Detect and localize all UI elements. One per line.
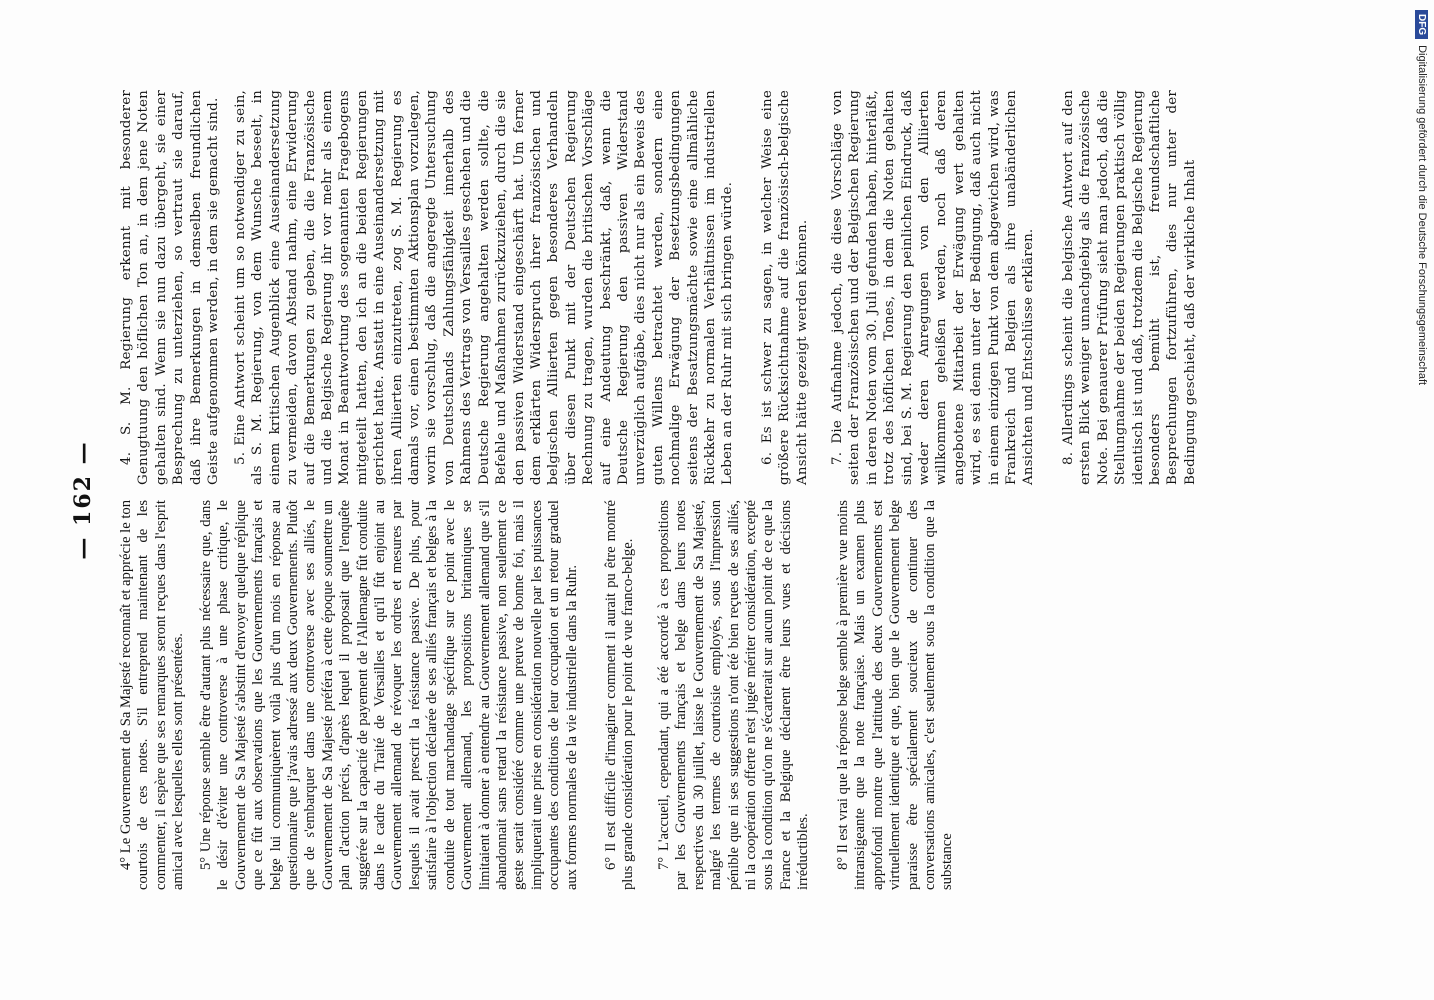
credit-text: Digitalisierung gefördert durch die Deutsche Forschungsgemeinschaft [1416, 45, 1428, 386]
german-paragraph-8: 8. Allerdings scheint die belgische Antwort auf den ersten Blick weniger unnachgiebig als die französische Note. Bei genauerer Prüfung sieht man jedoch, daß die Stellungnahme der beiden Regierungen praktisch völlig identisch ist und daß, trotzdem die Belgische Regierung besonders bemüht ist, freundschaftliche Besprechungen fortzuführen, dies nur unter der Bedingung geschieht, daß der wirkliche Inhalt [1061, 90, 1198, 485]
german-paragraph-5: 5. Eine Antwort scheint um so notwendiger zu sein, als S. M. Regierung, von dem Wunsche beseelt, in einem kritischen Augenblick eine Auseinandersetzung zu vermeiden, davon Abstand nahm, eine Erwiderung auf die Bemerkungen zu geben, die die Französische und die Belgische Regierung ihr vor mehr als einem Monat in Beantwortung des sogenannten Fragebogens mitgeteilt hatten, den ich an die beiden Regierungen gerichtet hatte. Anstatt in eine Auseinandersetzung mit ihren Alliierten einzutreten, zog S. M. Regierung es damals vor, einen bestimmten Aktionsplan vorzulegen, worin sie vorschlug, daß die angeregte Untersuchung von Deutschlands Zahlungsfähigkeit innerhalb des Rahmens des Vertrags von Versailles geschehen und die Deutsche Regierung angehalten werden sollte, die Befehle und Maßnahmen zurückzuziehen, durch die sie den passiven Widerstand eingeschärft hat. Um ferner dem erklärten Widerspruch ihrer französischen und belgischen Alliierten gegen besonderes Verhandeln über diesen Punkt mit der Deutschen Regierung Rechnung zu tragen, wurden die britischen Vorschläge auf eine Andeutung beschränkt, daß, wenn die Deutsche Regierung den passiven Widerstand unverzüglich aufgäbe, dies nicht nur als ein Beweis des guten Willens betrachtet werden, sondern eine nochmalige Erwägung der Besetzungsbedingungen seitens der Besatzungsmächte sowie eine allmähliche Rückkehr zu normalen Verhältnissen im industriellen Leben an der Ruhr mit sich bringen würde. [233, 90, 736, 485]
german-paragraph-4: 4. S. M. Regierung erkennt mit besonderer Genugtuung den höflichen Ton an, in dem jene Noten gehalten sind. Wenn sie nun dazu übergeht, sie einer Besprechung zu unterziehen, so vertraut sie darauf, daß ihre Bemerkungen in demselben freundlichen Geiste aufgenommen werden, in dem sie gemacht sind. [119, 90, 222, 485]
dfg-logo: DFG [1415, 10, 1428, 39]
french-paragraph-4: 4° Le Gouvernement de Sa Majesté reconnaît et apprécie le ton courtois de ces notes. S'il entreprend maintenant de les commenter, il espère que ses remarques seront reçues dans l'esprit amical avec lesquelles elles sont présentées. [118, 500, 187, 890]
page-number: — 162 — [70, 440, 96, 560]
digitization-credit [1410, 10, 1430, 990]
french-paragraph-8: 8° Il est vrai que la réponse belge semble à première vue moins intransigeante que la note française. Mais un examen plus approfondi montre que l'attitude des deux Gouvernements est virtuellement identique et que, bien que le Gouvernement belge paraisse être spécialement soucieux de continuer des conversations amicales, c'est seulement sous la condition que la substance [835, 500, 956, 890]
french-paragraph-5: 5° Une réponse semble être d'autant plus nécessaire que, dans le désir d'éviter une controverse à une phase critique, le Gouvernement de Sa Majesté s'abstint d'envoyer quelque réplique que ce fût aux observations que les Gouvernements français et belge lui communiquèrent voilà plus d'un mois en réponse au questionnaire que j'avais adressé aux deux Gouvernements. Plutôt que de s'embarquer dans une controverse avec ses alliés, le Gouvernement de Sa Majesté préféra à cette époque soumettre un plan d'action précis, d'après lequel il proposait que l'enquête suggérée sur la capacité de payement de l'Allemagne fût conduite dans le cadre du Traité de Versailles et qu'il fût enjoint au Gouvernement allemand de révoquer les ordres et mesures par lesquels il avait prescrit la résistance passive. De plus, pour satisfaire à l'objection déclarée de ses alliés français et belges à la conduite de tout marchandage spécifique sur ce point avec le Gouvernement allemand, les propositions britanniques se limitaient à donner à entendre au Gouvernement allemand que s'il abandonnait sans retard la résistance passive, non seulement ce geste serait considéré comme une preuve de bonne foi, mais il impliquerait une prise en considération nouvelle par les puissances occupantes des conditions de leur occupation et un retour graduel aux formes normales de la vie industrielle dans la Ruhr. [198, 500, 580, 890]
german-paragraph-6: 6. Es ist schwer zu sagen, in welcher Weise eine größere Rücksichtnahme auf die französisch-belgische Ansicht hätte gezeigt werden können. [760, 90, 810, 485]
german-paragraph-7: 7. Die Aufnahme jedoch, die diese Vorschläge von seiten der Französischen und der Belgischen Regierung in deren Noten vom 30. Juli gefunden haben, hinterläßt, trotz des höflichen Tones, in dem die Noten gehalten sind, bei S. M. Regierung den peinlichen Eindruck, daß weder deren Anregungen von den Alliierten willkommen geheißen werden, noch daß deren angebotene Mitarbeit der Erwägung wert gehalten wird, es sei denn unter der Bedingung, daß auch nicht in einem einzigen Punkt von dem abgewichen wird, was Frankreich und Belgien als ihre unabänderlichen Ansichten und Entschlüsse erklären. [830, 90, 1037, 485]
french-paragraph-6: 6° Il est difficile d'imaginer comment il aurait pu être montré plus grande considération pour le point de vue franco-belge. [603, 500, 637, 890]
french-paragraph-7: 7° L'accueil, cependant, qui a été accordé à ces propositions par les Gouvernements français et belge dans leurs notes respectives du 30 juillet, laisse le Gouvernement de Sa Majesté, malgré les termes de courtoisie employés, sous l'impression pénible que ni ses suggestions n'ont été bien reçues de ses alliés, ni la coopération offerte n'est jugée mériter considération, excepté sous la condition qu'on ne s'écarterait sur aucun point de ce que la France et la Belgique déclarent être leurs vues et décisions irréductibles. [656, 500, 812, 890]
